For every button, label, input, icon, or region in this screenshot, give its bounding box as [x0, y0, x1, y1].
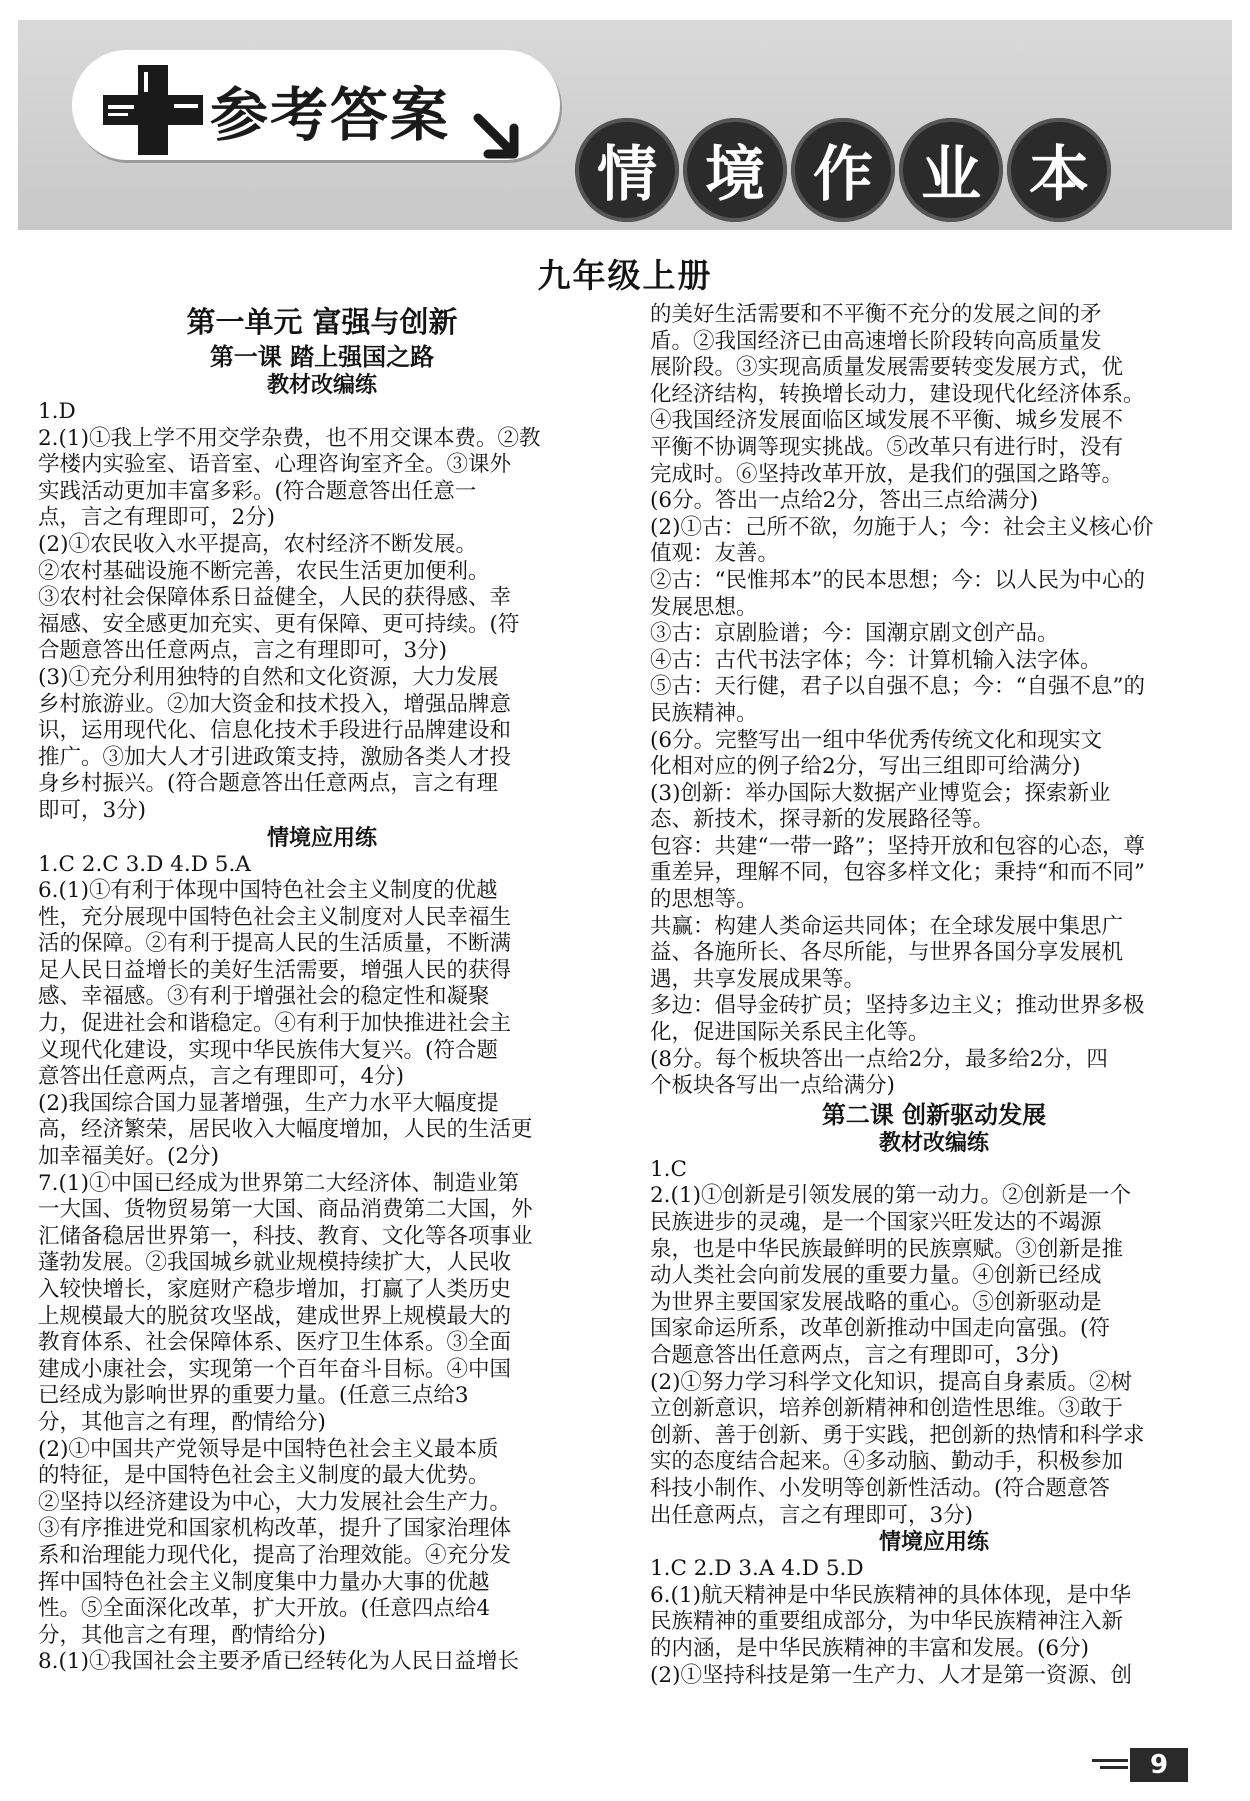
cross-logo-icon: [98, 60, 208, 160]
answer-line: 完成时。⑥坚持改革开放，是我们的强国之路等。: [650, 461, 1124, 487]
answer-line: 2.(1)①创新是引领发展的第一动力。②创新是一个: [650, 1183, 1131, 1209]
answer-line: 民族精神的重要组成部分，为中华民族精神注入新: [650, 1609, 1124, 1635]
answer-line: 民族精神。: [650, 700, 758, 726]
answer-line: 力，促进社会和谐稳定。④有利于加快推进社会主: [38, 1011, 512, 1037]
answer-line: 共赢：构建人类命运共同体；在全球发展中集思广: [650, 913, 1124, 939]
answer-line: (8分。每个板块答出一点给2分，最多给2分，四: [650, 1046, 1108, 1072]
answer-line: 2.(1)①我上学不用交学杂费，也不用交课本费。②教: [38, 425, 541, 451]
answer-line: 义现代化建设，实现中华民族伟大复兴。(符合题: [38, 1037, 498, 1063]
answer-line: ⑤古：天行健，君子以自强不息；今：“自强不息”的: [650, 674, 1145, 700]
page-stripes-icon: [1092, 1756, 1128, 1776]
title-char: 情: [575, 118, 679, 222]
answer-line: 出任意两点，言之有理即可，3分): [650, 1502, 974, 1528]
answer-line: 民族进步的灵魂，是一个国家兴旺发达的不竭源: [650, 1210, 1102, 1235]
answer-line: 分，其他言之有理，酌情给分): [38, 1622, 326, 1648]
answer-line: 立创新意识，培养创新精神和创造性思维。③敢于: [650, 1396, 1124, 1422]
answer-line: (6分。完整写出一组中华优秀传统文化和现实文: [650, 727, 1103, 753]
answer-line: 建成小康社会，实现第一个百年奋斗目标。④中国: [38, 1356, 512, 1382]
answer-line: 重差异，理解不同，包容多样文化；秉持“和而不同”: [650, 860, 1145, 886]
grade-title: 九年级上册: [537, 256, 713, 295]
answer-line: 化，促进国际关系民主化等。: [650, 1020, 930, 1046]
answer-line: (6分。答出一点给2分，答出三点给满分): [650, 488, 1039, 514]
answer-line: ④我国经济发展面临区域发展不平衡、城乡发展不: [650, 408, 1124, 434]
answer-line: (2)①古：己所不欲，勿施于人；今：社会主义核心价: [650, 514, 1154, 540]
title-char: 境: [683, 118, 787, 222]
answer-line: 动人类社会向前发展的重要力量。④创新已经成: [650, 1263, 1102, 1289]
answer-line: 的美好生活需要和不平衡不充分的发展之间的矛: [650, 302, 1102, 327]
page-number: 9: [1130, 1748, 1188, 1782]
answer-line: 合题意答出任意两点，言之有理即可，3分): [650, 1342, 1060, 1368]
left-column: [38, 302, 606, 1676]
answer-line: 值观：友善。: [650, 541, 780, 567]
answer-line: 多边：倡导金砖扩员；坚持多边主义；推动世界多极: [650, 993, 1145, 1019]
answer-line: ③古：京剧脸谱；今：国潮京剧文创产品。: [650, 621, 1059, 647]
answer-line: 盾。②我国经济已由高速增长阶段转向高质量发: [650, 328, 1102, 354]
answer-line: 化经济结构，转换增长动力，建设现代化经济体系。: [650, 381, 1145, 407]
answer-line: (2)①坚持科技是第一生产力、人才是第一资源、创: [650, 1662, 1132, 1688]
answer-block: [650, 302, 1218, 1100]
answer-line: 高，经济繁荣，居民收入大幅度增加，人民的生活更: [38, 1117, 533, 1143]
answer-line: (3)创新：举办国际大数据产业博览会；探索新业: [650, 780, 1111, 806]
answer-line: ③农村社会保障体系日益健全，人民的获得感、幸: [38, 585, 512, 611]
answer-block: [650, 1556, 1218, 1689]
answer-line: 性，充分展现中国特色社会主义制度对人民幸福生: [38, 904, 512, 930]
answer-title: 参考答案: [210, 81, 451, 149]
answer-block: [38, 852, 606, 1676]
answer-line: 合题意答出任意两点，言之有理即可，3分): [38, 638, 448, 664]
answer-line: 活的保障。②有利于提高人民的生活质量，不断满: [38, 931, 512, 957]
answer-line: 态、新技术，探寻新的发展路径等。: [650, 807, 995, 833]
answer-line: 性。⑤全面深化改革，扩大开放。(任意四点给4: [38, 1596, 491, 1622]
answer-line: ③有序推进党和国家机构改革，提升了国家治理体: [38, 1516, 512, 1542]
answer-line: 化相对应的例子给2分，写出三组即可给满分): [650, 754, 1081, 780]
answer-line: ②农村基础设施不断完善，农民生活更加便利。: [38, 558, 490, 584]
answer-line: 平衡不协调等现实挑战。⑤改革只有进行时，没有: [650, 434, 1124, 460]
answer-line: 实践活动更加丰富多彩。(符合题意答出任意一: [38, 478, 477, 504]
answer-line: 8.(1)①我国社会主要矛盾已经转化为人民日益增长: [38, 1649, 519, 1675]
answer-line: 国家命运所系，改革创新推动中国走向富强。(符: [650, 1316, 1110, 1342]
workbook-title: [575, 118, 1111, 222]
answer-line: 6.(1)①有利于体现中国特色社会主义制度的优越: [38, 878, 498, 904]
answer-block: [38, 399, 606, 825]
answer-line: ②坚持以经济建设为中心，大力发展社会生产力。: [38, 1489, 512, 1515]
answer-line: 即可，3分): [38, 797, 147, 823]
arrow-down-right-icon: [470, 110, 530, 165]
answer-line: 遇，共享发展成果等。: [650, 966, 866, 992]
lesson-title: 第一课 踏上强国之路: [209, 342, 435, 371]
section-title: 情境应用练: [266, 824, 377, 851]
answer-line: 加幸福美好。(2分): [38, 1144, 219, 1170]
answer-line: 乡村旅游业。②加大资金和技术投入，增强品牌意: [38, 691, 512, 717]
answer-line: 的思想等。: [650, 887, 758, 913]
answer-line: 教育体系、社会保障体系、医疗卫生体系。③全面: [38, 1330, 512, 1356]
answer-block: [650, 1157, 1218, 1529]
answer-line: 一大国、货物贸易第一大国、商品消费第二大国，外: [38, 1197, 533, 1223]
answer-line: 1.D: [38, 399, 76, 424]
answer-line: 福感、安全感更加充实、更有保障、更可持续。(符: [38, 611, 520, 637]
answer-line: 的内涵，是中华民族精神的丰富和发展。(6分): [650, 1635, 1089, 1661]
lesson-title: 第二课 创新驱动发展: [821, 1099, 1047, 1129]
answer-line: 足人民日益增长的美好生活需要，增强人民的获得: [38, 957, 512, 983]
answer-line: 的特征，是中国特色社会主义制度的最大优势。: [38, 1463, 490, 1489]
right-column: [650, 302, 1218, 1689]
answer-line: ②古：“民惟邦本”的民本思想；今：以人民为中心的: [650, 567, 1145, 593]
answer-line: 益、各施所长、各尽所能，与世界各国分享发展机: [650, 940, 1124, 966]
answer-line: 为世界主要国家发展战略的重心。⑤创新驱动是: [650, 1289, 1102, 1315]
section-title: 教材改编练: [878, 1129, 989, 1156]
answer-line: 1.C: [650, 1156, 687, 1182]
answer-line: 感、幸福感。③有利于增强社会的稳定性和凝聚: [38, 984, 490, 1010]
answer-line: 入较快增长，家庭财产稳步增加，打赢了人类历史: [38, 1277, 512, 1302]
answer-line: 1.C 2.C 3.D 4.D 5.A: [38, 851, 251, 877]
answer-line: 个板块各写出一点给满分): [650, 1073, 895, 1099]
title-char: 本: [1007, 118, 1111, 222]
answer-line: (2)我国综合国力显著增强，生产力水平大幅度提: [38, 1090, 499, 1116]
answer-line: 科技小制作、小发明等创新性活动。(符合题意答: [650, 1475, 1110, 1501]
answer-line: 身乡村振兴。(符合题意答出任意两点，言之有理: [38, 771, 498, 797]
section-title: 教材改编练: [266, 372, 377, 398]
answer-line: 创新、善于创新、勇于实践，把创新的热情和科学求: [650, 1422, 1145, 1448]
answer-line: 挥中国特色社会主义制度集中力量办大事的优越: [38, 1569, 490, 1595]
answer-line: 识，运用现代化、信息化技术手段进行品牌建设和: [38, 718, 512, 744]
answer-line: 意答出任意两点，言之有理即可，4分): [38, 1064, 405, 1090]
answer-line: 7.(1)①中国已经成为世界第二大经济体、制造业第: [38, 1170, 519, 1196]
answer-line: 1.C 2.D 3.A 4.D 5.D: [650, 1556, 864, 1582]
answer-line: (2)①农民收入水平提高，农村经济不断发展。: [38, 531, 477, 557]
answer-line: 汇储备稳居世界第一，科技、教育、文化等各项事业: [38, 1223, 533, 1249]
answer-line: 发展思想。: [650, 594, 758, 620]
title-char: 作: [791, 118, 895, 222]
answer-line: ④古：古代书法字体；今：计算机输入法字体。: [650, 647, 1102, 673]
answer-line: 系和治理能力现代化，提高了治理效能。④充分发: [38, 1542, 512, 1568]
answer-line: 点，言之有理即可，2分): [38, 505, 276, 531]
answer-line: 学楼内实验室、语音室、心理咨询室齐全。③课外: [38, 452, 512, 478]
unit-title: 第一单元 富强与创新: [186, 305, 458, 339]
answer-line: (2)①中国共产党领导是中国特色社会主义最本质: [38, 1436, 499, 1462]
answer-line: 已经成为影响世界的重要力量。(任意三点给3: [38, 1383, 469, 1409]
answer-line: 推广。③加大人才引进政策支持，激励各类人才投: [38, 744, 512, 770]
title-char: 业: [899, 118, 1003, 222]
answer-line: 包容：共建“一带一路”；坚持开放和包容的心态，尊: [650, 833, 1145, 859]
answer-line: (2)①努力学习科学文化知识，提高自身素质。②树: [650, 1369, 1132, 1395]
answer-line: 展阶段。③实现高质量发展需要转变发展方式，优: [650, 355, 1124, 381]
answer-line: 上规模最大的脱贫攻坚战，建成世界上规模最大的: [38, 1303, 512, 1329]
answer-line: (3)①充分利用独特的自然和文化资源，大力发展: [38, 664, 499, 690]
answer-line: 实的态度结合起来。④多动脑、勤动手，积极参加: [650, 1449, 1124, 1475]
answer-line: 6.(1)航天精神是中华民族精神的具体体现，是中华: [650, 1582, 1131, 1608]
answer-line: 分，其他言之有理，酌情给分): [38, 1409, 326, 1435]
answer-line: 泉，也是中华民族最鲜明的民族禀赋。③创新是推: [650, 1236, 1124, 1262]
answer-line: 蓬勃发展。②我国城乡就业规模持续扩大，人民收: [38, 1250, 512, 1276]
section-title: 情境应用练: [878, 1529, 989, 1556]
